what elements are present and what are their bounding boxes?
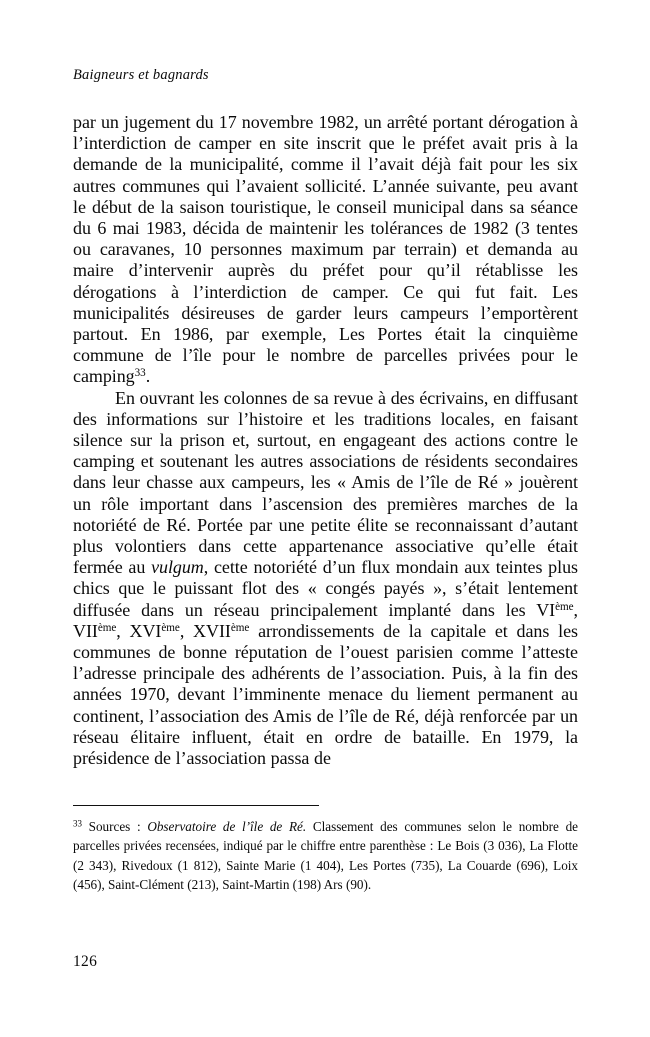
page-number: 126 — [73, 953, 98, 970]
paragraph-2-text-c: , VII — [73, 599, 578, 641]
footnote-source-title: Observatoire de l’île de Ré. — [147, 819, 307, 834]
footnote-number: 33 — [73, 818, 82, 829]
running-head: Baigneurs et bagnards — [73, 67, 209, 83]
ordinal-suffix-17e: ème — [230, 622, 250, 635]
footnote-33 — [73, 817, 578, 895]
footnote-separator-rule — [73, 805, 319, 806]
paragraph-2-text-a: En ouvrant les colonnes de sa revue à des écrivains, en diffusant des informations sur l’histoire et les traditions locales, en faisant silence sur la prison et, surtout, en engageant des actions contre le camping et soutenant les autres associations de résidents secondaires dans leur chasse aux campeurs, les « Amis de l’île de Ré » jouèrent un rôle important dans l’ascension des premières marches de la notoriété de Ré. Portée par une petite élite se reconnaissant d’autant plus volontiers dans cette appartenance associative qu’elle était fermée au — [73, 387, 578, 578]
paragraph-2-text-b: , cette notoriété d’un flux mondain aux teintes plus chics que le puissant flot des « congés payés », s’était lentement diffusée dans un réseau principalement implanté dans les VI — [73, 557, 578, 620]
paragraph-1-tail: . — [145, 366, 151, 387]
footnote-zone — [73, 805, 578, 895]
latin-term-vulgum: vulgum — [151, 557, 204, 578]
paragraph-1 — [73, 112, 578, 388]
paragraph-2-text-d: , XVI — [116, 620, 162, 641]
ordinal-suffix-16e: ème — [161, 622, 180, 635]
paragraph-2-text-f: arrondissements de la capitale et dans les communes de bonne réputation de l’ouest parisien comme l’atteste l’adresse principale des adhérents de l’association. Puis, à la fin des années 1970, devant l’imminente menace du liement permanent au continent, l’association des Amis de l’île de Ré, déjà renforcée par un réseau élitaire influent, était en ordre de bataille. En 1979, la présidence de l’association passa de — [73, 620, 578, 769]
ordinal-suffix-7e: ème — [97, 622, 117, 635]
footnote-text-b: Classement des communes selon le nombre de parcelles privées recensées, indiqué par le chiffre entre parenthèse : Le Bois (3 036), La Flotte (2 343), Rivedoux (1 812), Sainte Marie (1 404), Les Portes (735), La Couarde (696), Loix (456), Saint-Clément (213), Saint-Martin (198) Ars (90). — [73, 819, 578, 893]
ordinal-suffix-6e: ème — [555, 600, 574, 613]
paragraph-1-text: par un jugement du 17 novembre 1982, un arrêté portant dérogation à l’interdiction de camper en site inscrit que le préfet avait pris à la demande de la municipalité, comme il l’avait déjà fait pour les six autres communes qui l’avaient sollicité. L’année suivante, peu avant le début de la saison touristique, le conseil municipal dans sa séance du 6 mai 1983, décida de maintenir les tolérances de 1982 (3 tentes ou caravanes, 10 personnes maximum par terrain) et demanda au maire d’intervenir auprès du préfet pour qu’il rétablisse les dérogations à l’interdiction de camper. Ce qui fut fait. Les municipalités désireuses de garder leurs campeurs l’emportèrent partout. En 1986, par exemple, Les Portes était la cinquième commune de l’île pour le nombre de parcelles privées pour le camping — [73, 112, 578, 387]
footnote-reference-33[interactable]: 33 — [134, 367, 146, 380]
footnote-text-a: Sources : — [81, 819, 148, 834]
text-column — [73, 66, 578, 769]
paragraph-2 — [73, 388, 578, 770]
paragraph-2-text-e: , XVII — [179, 620, 231, 641]
body-text-block — [73, 112, 578, 769]
